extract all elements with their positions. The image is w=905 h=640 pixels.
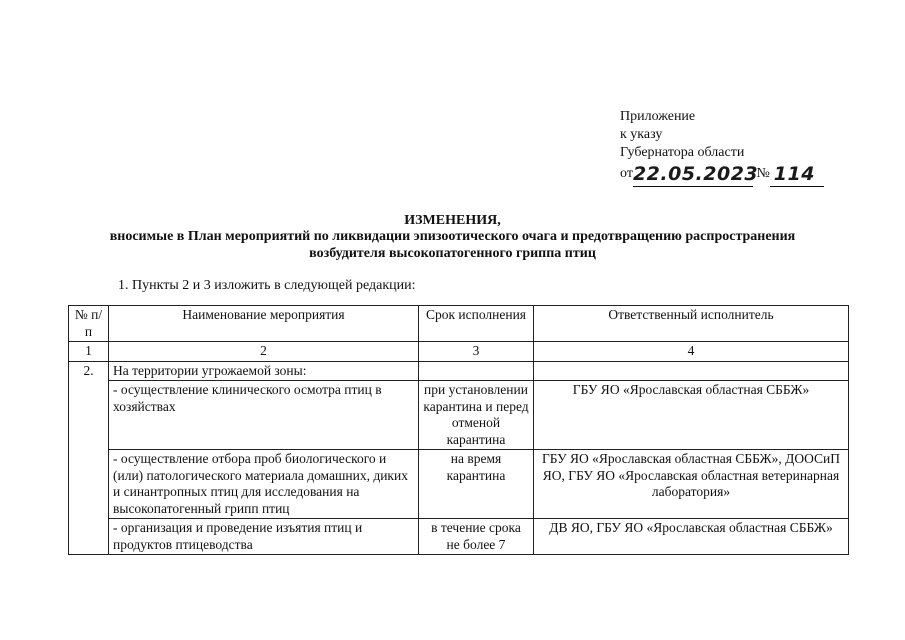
measure-name: - осуществление клинического осмотра птиц в хозяйствах — [109, 381, 419, 450]
index-cell: 1 — [69, 342, 109, 362]
table-row — [69, 519, 849, 555]
document-title: ИЗМЕНЕНИЯ, — [404, 213, 501, 228]
appendix-line-1: Приложение — [620, 109, 696, 124]
table-row — [69, 361, 849, 381]
measure-term: в течение срока не более 7 — [419, 519, 534, 555]
date-field — [632, 163, 759, 187]
header-num: № п/п — [69, 306, 109, 342]
header-executor: Ответственный исполнитель — [534, 306, 849, 342]
header-name: Наименование мероприятия — [109, 306, 419, 342]
index-cell: 2 — [109, 342, 419, 362]
empty-cell — [419, 361, 534, 381]
handwritten-date: 22.05.2023 — [632, 163, 759, 185]
measures-table — [68, 305, 849, 555]
number-field — [770, 165, 824, 187]
handwritten-number: 114 — [773, 163, 815, 185]
empty-cell — [534, 361, 849, 381]
measure-executor: ГБУ ЯО «Ярославская областная СББЖ», ДООСиП ЯО, ГБУ ЯО «Ярославская областная ветеринарная лаборатория» — [534, 450, 849, 519]
section-num: 2. — [69, 361, 109, 555]
date-prefix: от — [620, 166, 633, 181]
number-prefix: № — [756, 166, 770, 181]
section-title: На территории угрожаемой зоны: — [109, 361, 419, 381]
measure-name: - организация и проведение изъятия птиц и продуктов птицеводства — [109, 519, 419, 555]
index-cell: 3 — [419, 342, 534, 362]
measure-name: - осуществление отбора проб биологического и (или) патологического материала домашних, диких и синантропных птиц для исследования на высокопатогенный грипп птиц — [109, 450, 419, 519]
page-bottom-margin — [0, 593, 905, 640]
measure-executor: ДВ ЯО, ГБУ ЯО «Ярославская областная СББЖ» — [534, 519, 849, 555]
appendix-line-3: Губернатора области — [620, 145, 745, 160]
appendix-block — [620, 108, 824, 184]
index-cell: 4 — [534, 342, 849, 362]
measure-term: при установлении карантина и перед отменой карантина — [419, 381, 534, 450]
intro-paragraph: 1. Пункты 2 и 3 изложить в следующей редакции: — [118, 278, 416, 293]
document-subtitle-line-2: возбудителя высокопатогенного гриппа птиц — [309, 246, 596, 261]
appendix-line-2: к указу — [620, 127, 663, 142]
measure-executor: ГБУ ЯО «Ярославская областная СББЖ» — [534, 381, 849, 450]
header-term: Срок исполнения — [419, 306, 534, 342]
measure-term: на время карантина — [419, 450, 534, 519]
document-subtitle-line-1: вносимые в План мероприятий по ликвидации эпизоотического очага и предотвращению распространения — [109, 229, 796, 244]
table-header-row — [69, 306, 849, 342]
table-row — [69, 450, 849, 519]
appendix-date-line — [620, 162, 824, 184]
table-row — [69, 381, 849, 450]
table-index-row — [69, 342, 849, 362]
